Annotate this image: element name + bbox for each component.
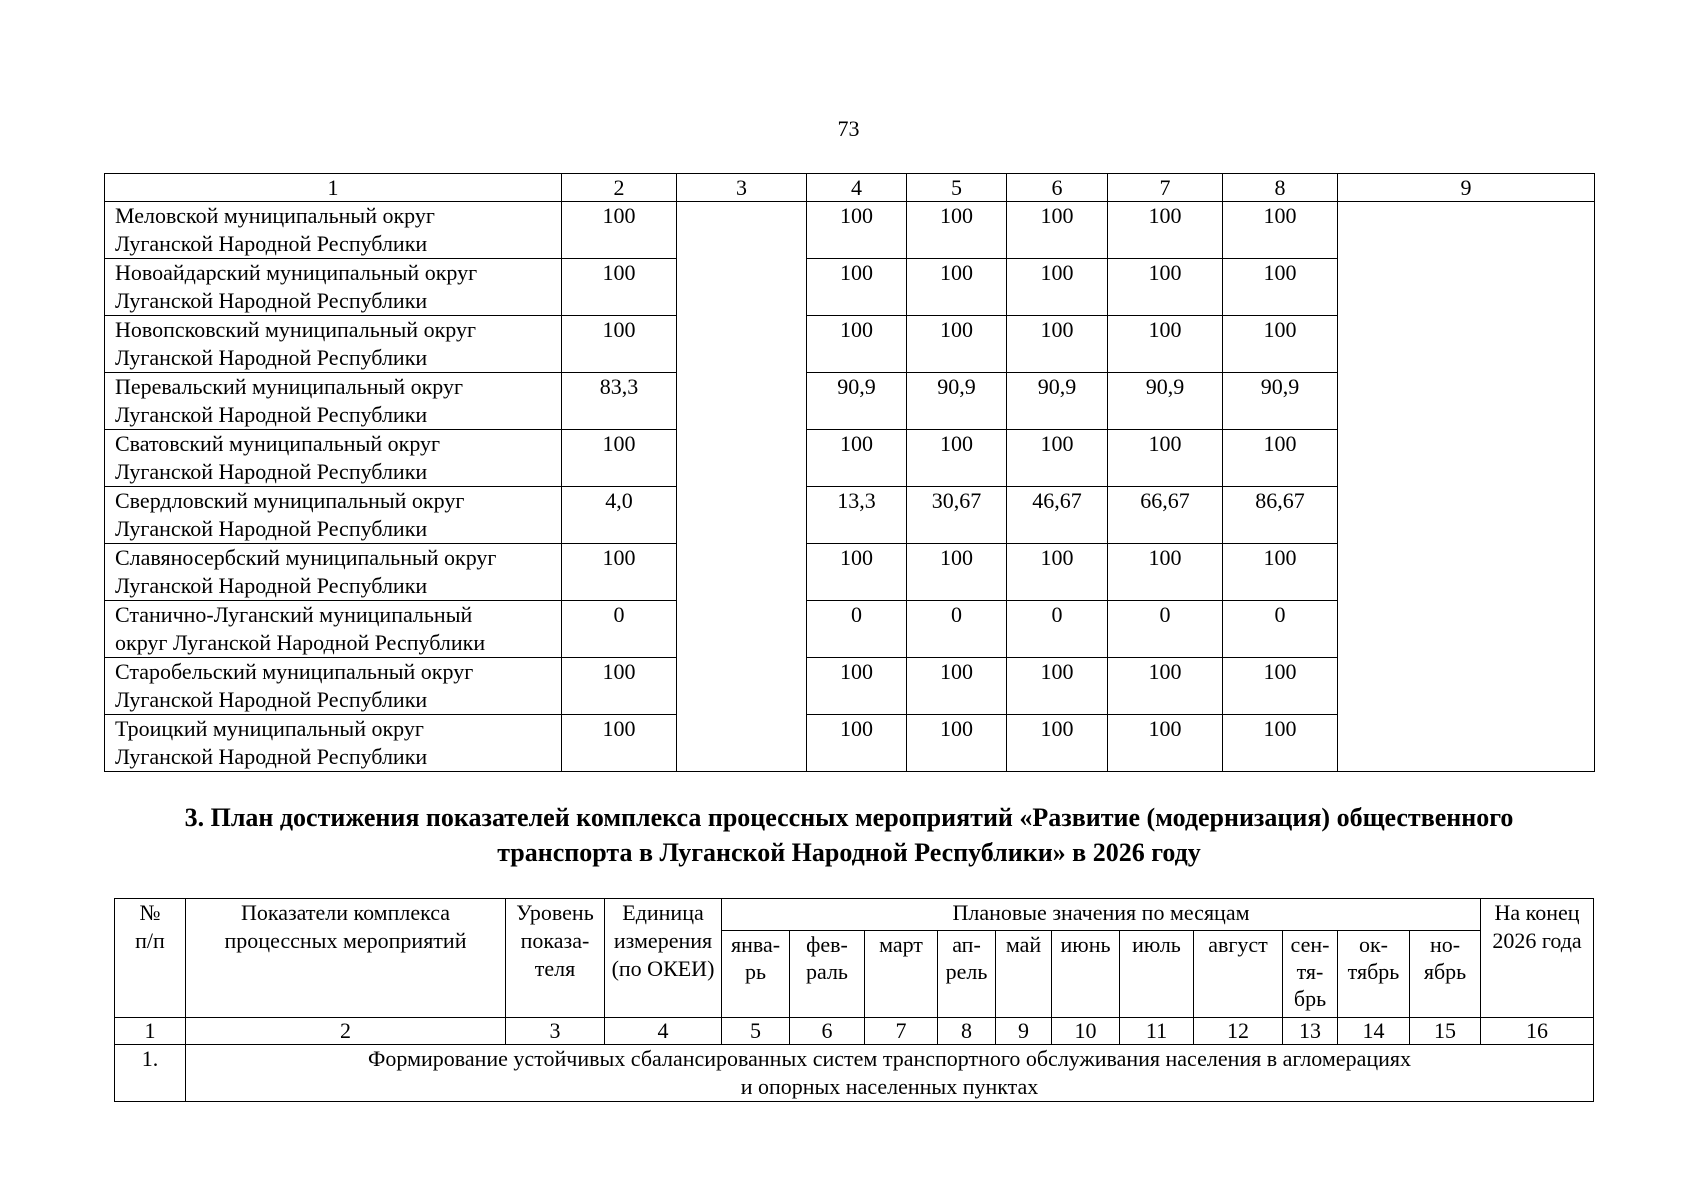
- month-label: брь: [1293, 986, 1327, 1011]
- month-header-cell: [790, 931, 865, 1018]
- value-cell: 100: [907, 430, 1007, 487]
- municipality-name-cell: [105, 259, 562, 316]
- municipality-name-cell: [105, 202, 562, 259]
- municipality-name-cell: [105, 316, 562, 373]
- month-label: раль: [806, 959, 848, 984]
- column-number-cell: 10: [1052, 1018, 1120, 1045]
- value-cell: 90,9: [1108, 373, 1223, 430]
- municipality-name-line: Луганской Народной Республики: [115, 402, 428, 427]
- column-number-cell: 13: [1283, 1018, 1338, 1045]
- municipality-name-cell: [105, 430, 562, 487]
- value-cell: 90,9: [1007, 373, 1108, 430]
- month-label: янва-: [730, 932, 781, 957]
- header-text: (по ОКЕИ): [611, 956, 715, 981]
- column-number-cell: 16: [1481, 1018, 1594, 1045]
- section-title: [104, 800, 1594, 870]
- month-label: рель: [945, 959, 988, 984]
- value-cell: 100: [562, 658, 677, 715]
- municipality-name-line: Луганской Народной Республики: [115, 516, 428, 541]
- column-number-cell: 12: [1194, 1018, 1283, 1045]
- header-planned-values-cell: Плановые значения по месяцам: [722, 899, 1481, 931]
- value-cell: 0: [1007, 601, 1108, 658]
- month-header-cell: [1052, 931, 1120, 1018]
- column-number-header: 2: [562, 174, 677, 202]
- month-label: тябрь: [1347, 959, 1400, 984]
- value-cell: 90,9: [807, 373, 907, 430]
- value-cell: 0: [562, 601, 677, 658]
- column-number-cell: 8: [938, 1018, 996, 1045]
- monthly-plan-table: [114, 898, 1594, 1102]
- municipality-name-line: Новоайдарский муниципальный округ: [115, 260, 478, 285]
- month-header-cell: [1194, 931, 1283, 1018]
- value-cell: 46,67: [1007, 487, 1108, 544]
- table-row: [115, 1045, 1594, 1102]
- value-cell: 100: [907, 202, 1007, 259]
- value-cell: 100: [907, 658, 1007, 715]
- column-number-header: 7: [1108, 174, 1223, 202]
- value-cell: 66,67: [1108, 487, 1223, 544]
- value-cell: 100: [907, 544, 1007, 601]
- value-cell: 100: [807, 259, 907, 316]
- header-level-cell: [506, 899, 605, 1018]
- month-label: август: [1208, 932, 1268, 957]
- month-label: май: [1005, 932, 1042, 957]
- value-cell: 0: [907, 601, 1007, 658]
- header-text: 2026 года: [1492, 928, 1582, 953]
- municipality-name-line: Луганской Народной Республики: [115, 288, 428, 313]
- column-number-cell: 2: [186, 1018, 506, 1045]
- row-description-text: и опорных населенных пунктах: [740, 1074, 1039, 1099]
- value-cell: 100: [807, 202, 907, 259]
- month-label: июнь: [1060, 932, 1111, 957]
- month-header-cell: [1283, 931, 1338, 1018]
- column-numbers-row: [115, 1018, 1594, 1045]
- month-label: тя-: [1296, 959, 1324, 984]
- table-row: [105, 202, 1595, 259]
- value-cell: 100: [807, 658, 907, 715]
- value-cell: 100: [907, 715, 1007, 772]
- month-label: ок-: [1358, 932, 1388, 957]
- value-cell: 100: [562, 715, 677, 772]
- value-cell: 100: [562, 544, 677, 601]
- header-number-cell: [115, 899, 186, 1018]
- municipality-name-line: Луганской Народной Республики: [115, 345, 428, 370]
- value-cell: 100: [1223, 544, 1338, 601]
- municipality-name-cell: [105, 544, 562, 601]
- municipality-name-line: Луганской Народной Республики: [115, 573, 428, 598]
- row-number-cell: 1.: [115, 1045, 186, 1102]
- municipality-name-cell: [105, 715, 562, 772]
- column-number-header: 6: [1007, 174, 1108, 202]
- merged-empty-cell: [1338, 202, 1595, 772]
- column-number-cell: 3: [506, 1018, 605, 1045]
- value-cell: 100: [1223, 430, 1338, 487]
- table-header-row: [115, 899, 1594, 931]
- municipality-name-line: Луганской Народной Республики: [115, 744, 428, 769]
- municipality-name-line: Славяносербский муниципальный округ: [115, 545, 497, 570]
- row-description-text: Формирование устойчивых сбалансированных систем транспортного обслуживания населения в агломерациях: [368, 1046, 1411, 1071]
- municipality-name-line: Станично-Луганский муниципальный: [115, 602, 473, 627]
- municipality-name-cell: [105, 601, 562, 658]
- value-cell: 100: [1108, 202, 1223, 259]
- municipality-name-line: округ Луганской Народной Республики: [115, 630, 486, 655]
- value-cell: 100: [1223, 658, 1338, 715]
- municipality-name-line: Троицкий муниципальный округ: [115, 716, 424, 741]
- column-number-cell: 11: [1120, 1018, 1194, 1045]
- header-text: Показатели комплекса: [240, 900, 451, 925]
- municipality-name-cell: [105, 487, 562, 544]
- value-cell: 0: [807, 601, 907, 658]
- value-cell: 100: [1007, 316, 1108, 373]
- value-cell: 100: [1007, 202, 1108, 259]
- value-cell: 100: [1223, 259, 1338, 316]
- value-cell: 100: [562, 316, 677, 373]
- column-number-header: 9: [1338, 174, 1595, 202]
- header-text: показа-: [520, 928, 590, 953]
- value-cell: 100: [1108, 259, 1223, 316]
- municipality-name-cell: [105, 658, 562, 715]
- value-cell: 100: [1108, 715, 1223, 772]
- month-label: сен-: [1290, 932, 1330, 957]
- value-cell: 100: [807, 715, 907, 772]
- value-cell: 100: [1007, 544, 1108, 601]
- value-cell: 100: [1108, 316, 1223, 373]
- value-cell: 100: [562, 202, 677, 259]
- month-label: ябрь: [1423, 959, 1467, 984]
- column-number-cell: 9: [996, 1018, 1052, 1045]
- month-header-cell: [1120, 931, 1194, 1018]
- value-cell: 100: [1223, 202, 1338, 259]
- header-text: На конец: [1494, 900, 1580, 925]
- header-indicators-cell: [186, 899, 506, 1018]
- month-label: март: [879, 932, 923, 957]
- header-text: Уровень: [516, 900, 594, 925]
- month-label: фев-: [806, 932, 848, 957]
- value-cell: 30,67: [907, 487, 1007, 544]
- month-label: июль: [1132, 932, 1181, 957]
- month-header-cell: [1338, 931, 1410, 1018]
- column-number-cell: 1: [115, 1018, 186, 1045]
- municipality-name-line: Перевальский муниципальный округ: [115, 374, 463, 399]
- value-cell: 100: [807, 544, 907, 601]
- row-description-cell: [186, 1045, 1594, 1102]
- section-title-line: 3. План достижения показателей комплекса процессных мероприятий «Развитие (модернизация) общественного: [184, 803, 1514, 832]
- column-number-header: 5: [907, 174, 1007, 202]
- table-header-row: [105, 174, 1595, 202]
- value-cell: 100: [907, 259, 1007, 316]
- value-cell: 13,3: [807, 487, 907, 544]
- value-cell: 86,67: [1223, 487, 1338, 544]
- municipality-name-line: Луганской Народной Республики: [115, 459, 428, 484]
- month-header-cell: [1410, 931, 1481, 1018]
- month-header-cell: [865, 931, 938, 1018]
- month-header-cell: [938, 931, 996, 1018]
- value-cell: 100: [807, 316, 907, 373]
- header-text: п/п: [135, 928, 165, 953]
- municipal-indicators-table: [104, 173, 1595, 772]
- month-header-cell: [722, 931, 790, 1018]
- municipality-name-line: Новопсковский муниципальный округ: [115, 317, 477, 342]
- section-title-line: транспорта в Луганской Народной Республики» в 2026 году: [497, 838, 1201, 867]
- value-cell: 100: [807, 430, 907, 487]
- value-cell: 100: [1108, 658, 1223, 715]
- month-label: ап-: [952, 932, 981, 957]
- header-text: №: [139, 900, 161, 925]
- value-cell: 4,0: [562, 487, 677, 544]
- municipality-name-line: Луганской Народной Республики: [115, 687, 428, 712]
- column-number-header: 4: [807, 174, 907, 202]
- value-cell: 83,3: [562, 373, 677, 430]
- column-number-cell: 6: [790, 1018, 865, 1045]
- column-number-cell: 7: [865, 1018, 938, 1045]
- header-end-of-year-cell: [1481, 899, 1594, 1018]
- header-text: измерения: [613, 928, 713, 953]
- value-cell: 100: [1223, 715, 1338, 772]
- column-number-header: 3: [677, 174, 807, 202]
- municipality-name-line: Свердловский муниципальный округ: [115, 488, 465, 513]
- header-unit-cell: [605, 899, 722, 1018]
- header-text: процессных мероприятий: [224, 928, 467, 953]
- value-cell: 100: [1007, 715, 1108, 772]
- value-cell: 0: [1108, 601, 1223, 658]
- value-cell: 100: [562, 430, 677, 487]
- value-cell: 100: [1108, 430, 1223, 487]
- page-number: 73: [837, 116, 860, 141]
- value-cell: 90,9: [1223, 373, 1338, 430]
- column-number-cell: 14: [1338, 1018, 1410, 1045]
- value-cell: 100: [907, 316, 1007, 373]
- municipality-name-line: Луганской Народной Республики: [115, 231, 428, 256]
- value-cell: 100: [1007, 430, 1108, 487]
- merged-empty-cell: [677, 202, 807, 772]
- value-cell: 100: [1007, 658, 1108, 715]
- header-text: теля: [534, 956, 576, 981]
- municipality-name-line: Сватовский муниципальный округ: [115, 431, 441, 456]
- month-header-cell: [996, 931, 1052, 1018]
- month-label: рь: [744, 959, 767, 984]
- value-cell: 100: [562, 259, 677, 316]
- municipality-name-cell: [105, 373, 562, 430]
- value-cell: 100: [1223, 316, 1338, 373]
- value-cell: 0: [1223, 601, 1338, 658]
- value-cell: 100: [1007, 259, 1108, 316]
- column-number-cell: 15: [1410, 1018, 1481, 1045]
- column-number-cell: 4: [605, 1018, 722, 1045]
- month-label: но-: [1429, 932, 1461, 957]
- municipality-name-line: Меловской муниципальный округ: [115, 203, 435, 228]
- column-number-cell: 5: [722, 1018, 790, 1045]
- value-cell: 90,9: [907, 373, 1007, 430]
- header-text: Единица: [622, 900, 704, 925]
- municipality-name-line: Старобельский муниципальный округ: [115, 659, 474, 684]
- column-number-header: 8: [1223, 174, 1338, 202]
- value-cell: 100: [1108, 544, 1223, 601]
- column-number-header: 1: [105, 174, 562, 202]
